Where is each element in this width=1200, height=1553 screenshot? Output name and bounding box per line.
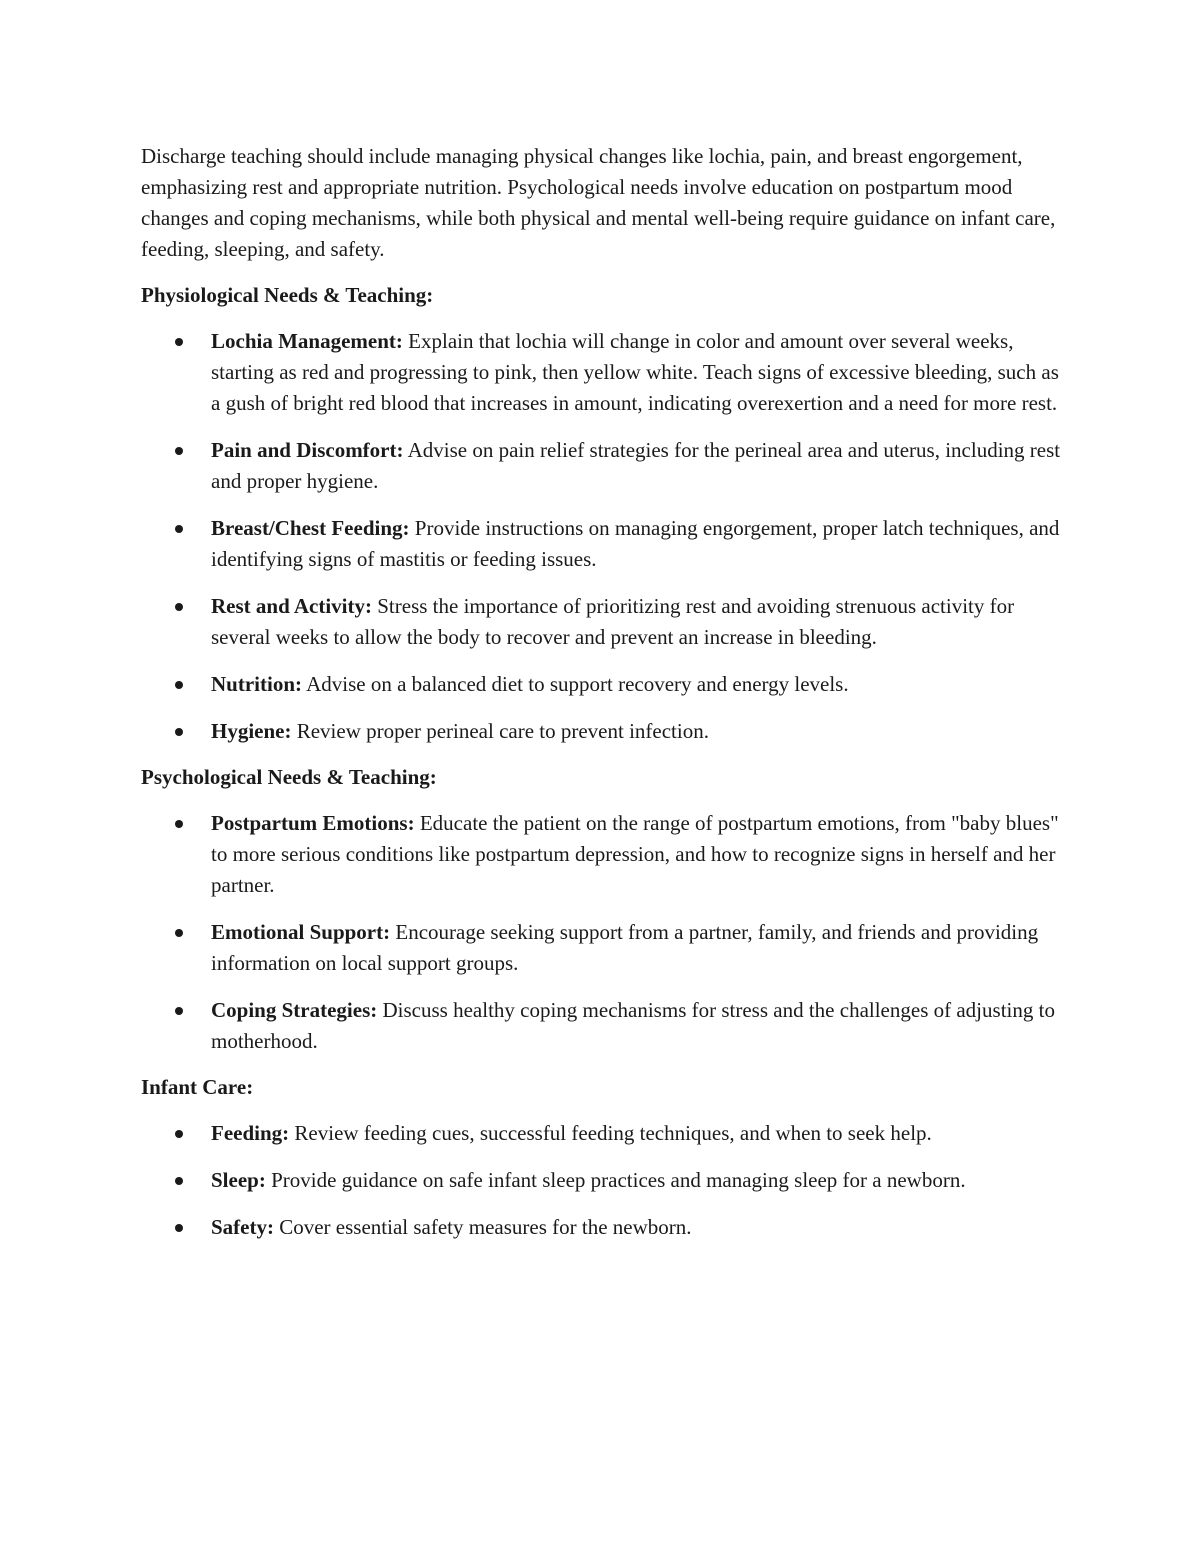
list-item: [141, 326, 1066, 419]
item-text: Cover essential safety measures for the newborn.: [273, 1215, 692, 1239]
item-term: Pain and Discomfort:: [211, 438, 404, 462]
list-item: [141, 995, 1066, 1057]
bullet-icon: [175, 603, 183, 611]
bullet-list: [141, 326, 1066, 747]
item-term: Breast/Chest Feeding:: [211, 516, 410, 540]
bullet-icon: [175, 820, 183, 828]
item-text: Stress the importance of prioritizing rest and avoiding strenuous activity for several weeks to allow the body to recover and prevent an increase in bleeding.: [211, 594, 1015, 649]
list-item: [141, 591, 1066, 653]
list-item: [141, 1118, 1066, 1149]
item-text: Explain that lochia will change in color and amount over several weeks, starting as red and progressing to pink, then yellow white. Teach signs of excessive bleeding, such as a gush of bright red blood that increases in amount, indicating overexertion and a need for more rest.: [211, 329, 1059, 415]
list-item: [141, 669, 1066, 700]
item-term: Rest and Activity:: [211, 594, 372, 618]
bullet-icon: [175, 728, 183, 736]
item-text: Encourage seeking support from a partner, family, and friends and providing information on local support groups.: [211, 920, 1039, 975]
list-item: [141, 716, 1066, 747]
item-term: Coping Strategies:: [211, 998, 378, 1022]
section-heading: Infant Care:: [141, 1075, 254, 1099]
item-text: Review proper perineal care to prevent infection.: [291, 719, 709, 743]
item-text: Advise on pain relief strategies for the perineal area and uterus, including rest and proper hygiene.: [211, 438, 1061, 493]
item-text: Provide instructions on managing engorgement, proper latch techniques, and identifying signs of mastitis or feeding issues.: [211, 516, 1060, 571]
item-text: Provide guidance on safe infant sleep practices and managing sleep for a newborn.: [265, 1168, 966, 1192]
intro-paragraph: Discharge teaching should include managing physical changes like lochia, pain, and breast engorgement, emphasizing rest and appropriate nutrition. Psychological needs involve education on postpartum mood changes and coping mechanisms, while both physical and mental well-being require guidance on infant care, feeding, sleeping, and safety.: [141, 144, 1056, 261]
item-term: Sleep:: [211, 1168, 266, 1192]
section-heading: Physiological Needs & Teaching:: [141, 283, 434, 307]
item-text: Educate the patient on the range of postpartum emotions, from "baby blues" to more serious conditions like postpartum depression, and how to recognize signs in herself and her partner.: [211, 811, 1059, 897]
bullet-icon: [175, 1130, 183, 1138]
item-text: Advise on a balanced diet to support recovery and energy levels.: [302, 672, 849, 696]
section-psychological: [141, 762, 1066, 1057]
bullet-icon: [175, 1224, 183, 1232]
list-item: [141, 435, 1066, 497]
list-item: [141, 808, 1066, 901]
bullet-icon: [175, 338, 183, 346]
list-item: [141, 1212, 1066, 1243]
section-physiological: [141, 280, 1066, 747]
section-heading: Psychological Needs & Teaching:: [141, 765, 437, 789]
bullet-icon: [175, 1007, 183, 1015]
item-text: Discuss healthy coping mechanisms for stress and the challenges of adjusting to motherhood.: [211, 998, 1055, 1053]
item-term: Hygiene:: [211, 719, 292, 743]
bullet-list: [141, 1118, 1066, 1243]
item-term: Lochia Management:: [211, 329, 403, 353]
bullet-list: [141, 808, 1066, 1057]
item-text: Review feeding cues, successful feeding techniques, and when to seek help.: [289, 1121, 932, 1145]
bullet-icon: [175, 525, 183, 533]
list-item: [141, 1165, 1066, 1196]
item-term: Safety:: [211, 1215, 274, 1239]
bullet-icon: [175, 447, 183, 455]
item-term: Emotional Support:: [211, 920, 391, 944]
bullet-icon: [175, 681, 183, 689]
item-term: Postpartum Emotions:: [211, 811, 415, 835]
item-term: Feeding:: [211, 1121, 290, 1145]
section-infant-care: [141, 1072, 1066, 1243]
list-item: [141, 917, 1066, 979]
item-term: Nutrition:: [211, 672, 302, 696]
bullet-icon: [175, 1177, 183, 1185]
list-item: [141, 513, 1066, 575]
document-page: [141, 141, 1066, 1258]
bullet-icon: [175, 929, 183, 937]
